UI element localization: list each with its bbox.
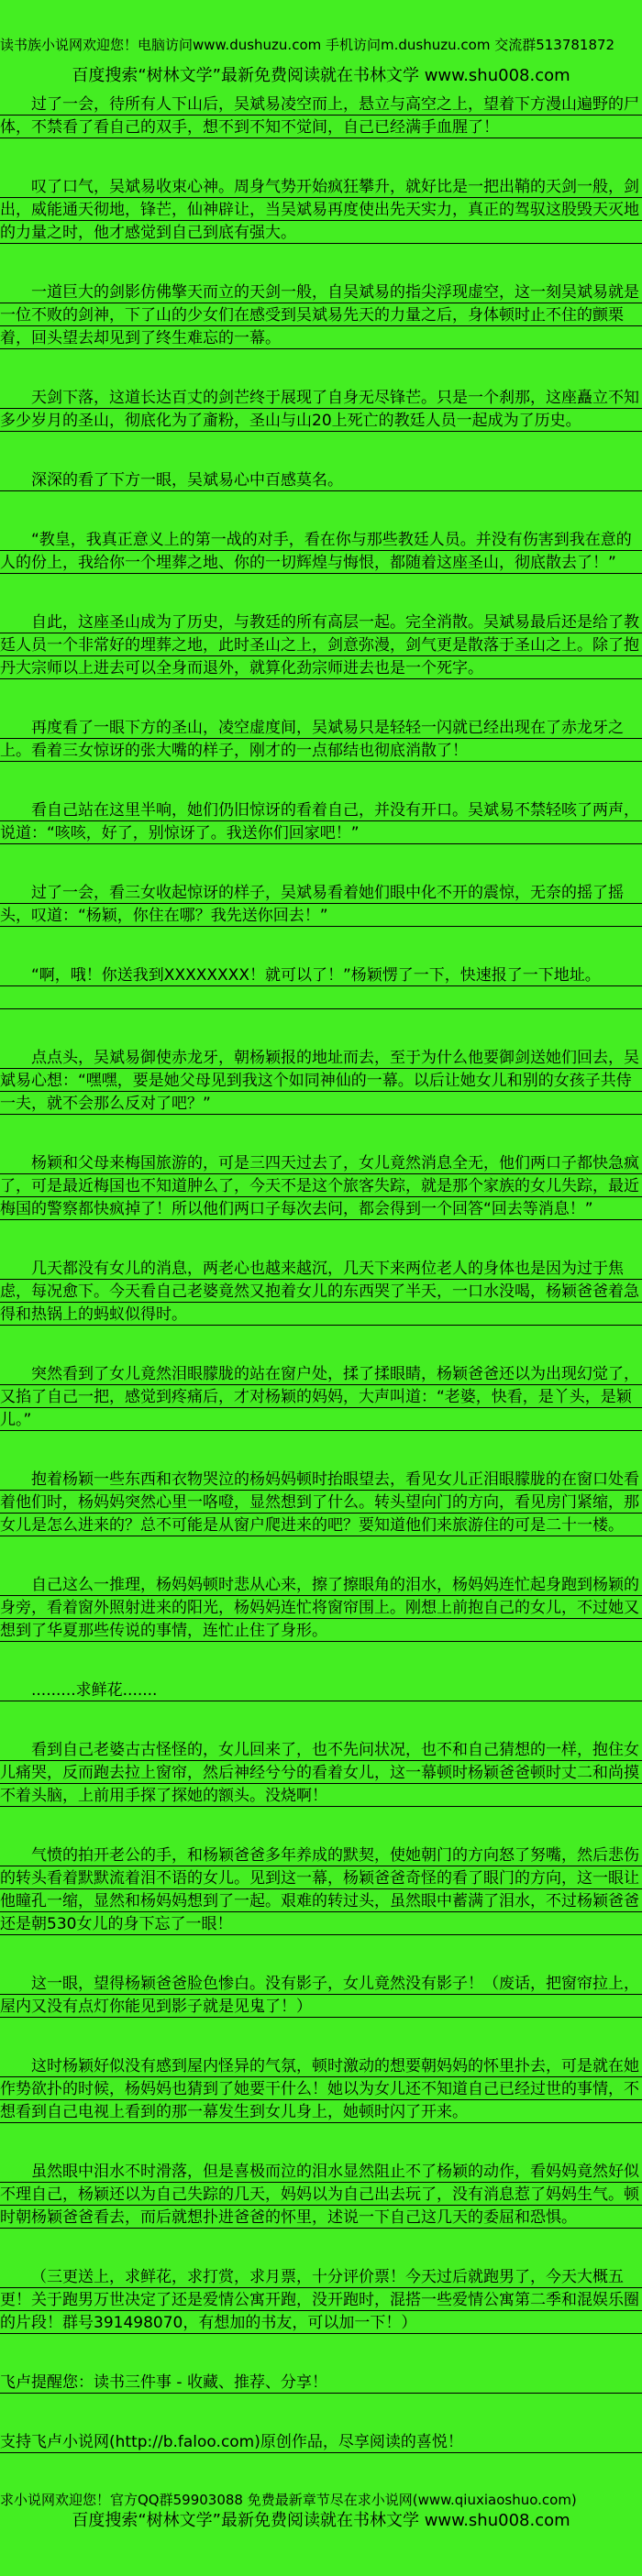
site-welcome-banner-top: 读书族小说网欢迎您！电脑访问www.dushuzu.com 手机访问m.dushuzu.com 交流群513781872 xyxy=(0,37,615,53)
chapter-paragraph: 自己这么一推理，杨妈妈顿时悲从心来，擦了擦眼角的泪水，杨妈妈连忙起身跑到杨颖的身旁，看着窗外照射进来的阳光，杨妈妈连忙将窗帘围上。刚想上前抱自己的女儿，不过她又想到了华夏那些传说的事情，连忙止住了身形。 xyxy=(0,1574,642,1643)
chapter-paragraph: 看到自己老婆古古怪怪的，女儿回来了，也不先问状况，也不和自己猜想的一样，抱住女儿痛哭，反而跑去拉上窗帘，然后神经兮兮的看着女儿，这一幕顿时杨颖爸爸顿时丈二和尚摸不着头脑，上前用手探了探她的额头。没烧啊！ xyxy=(0,1739,642,1808)
chapter-paragraph: 抱着杨颖一些东西和衣物哭泣的杨妈妈顿时抬眼望去，看见女儿正泪眼朦胧的在窗口处看着他们时，杨妈妈突然心里一咯噔，显然想到了什么。转头望向门的方向，看见房门紧缩，那女儿是怎么进来的？总不可能是从窗户爬进来的吧？要知道他们来旅游住的可是二十一楼。 xyxy=(0,1469,642,1537)
baidu-search-banner-bottom: 百度搜索“树林文学”最新免费阅读就在书林文学 www.shu008.com xyxy=(72,2511,570,2530)
chapter-paragraph: “啊，哦！你送我到XXXXXXXX！就可以了！”杨颖愣了一下，快速报了一下地址。 xyxy=(0,964,642,1010)
chapter-paragraph: “教皇，我真正意义上的第一战的对手，看在你与那些教廷人员。并没有伤害到我在意的人的份上，我给你一个埋葬之地、你的一切辉煌与悔恨，都随着这座圣山，彻底散去了！” xyxy=(0,529,642,575)
chapter-paragraph: （三更送上，求鲜花，求打赏，求月票，十分评价票！今天过后就跑男了，今天大概五更！关于跑男万世决定了还是爱情公寓开跑，没开跑时，混搭一些爱情公寓第二季和混娱乐圈的片段！群号391498070，有想加的书友，可以加一下！） xyxy=(0,2266,642,2335)
site-welcome-banner-bottom: 求小说网欢迎您！官方QQ群59903088 免费最新章节尽在求小说网(www.qiuxiaoshuo.com) xyxy=(0,2492,577,2508)
chapter-paragraph: 气愤的拍开老公的手，和杨颖爸爸多年养成的默契，使她朝门的方向怒了努嘴，然后悲伤的转头看着默默流着泪不语的女儿。见到这一幕，杨颖爸爸奇怪的看了眼门的方向，这一眼让他瞳孔一缩，显然和杨妈妈想到了一起。艰难的转过头，虽然眼中蓄满了泪水，不过杨颖爸爸还是朝530女儿的身下忘了一眼！ xyxy=(0,1844,642,1936)
chapter-paragraph: 过了一会，待所有人下山后，吴斌易凌空而上，悬立与高空之上，望着下方漫山遍野的尸体，不禁看了看自己的双手，想不到不知不觉间，自己已经满手血腥了！ xyxy=(0,94,642,139)
chapter-paragraph: 一道巨大的剑影仿佛擎天而立的天剑一般，自吴斌易的指尖浮现虚空，这一刻吴斌易就是一位不败的剑神，下了山的少女们在感受到吴斌易先天的力量之后，身体顿时止不住的颤栗着，回头望去却见到了终生难忘的一幕。 xyxy=(0,281,642,350)
chapter-paragraph: 这一眼，望得杨颖爸爸脸色惨白。没有影子，女儿竟然没有影子！（废话，把窗帘拉上，屋内又没有点灯你能见到影子就是见鬼了！） xyxy=(0,1973,642,2019)
chapter-paragraph: 天剑下落，这道长达百丈的剑芒终于展现了自身无尽锋芒。只是一个刹那，这座矗立不知多少岁月的圣山，彻底化为了齑粉，圣山与山20上死亡的教廷人员一起成为了历史。 xyxy=(0,387,642,433)
chapter-paragraph: 飞卢提醒您：读书三件事 - 收藏、推荐、分享！ xyxy=(0,2372,642,2394)
baidu-search-banner-top: 百度搜索“树林文学”最新免费阅读就在书林文学 www.shu008.com xyxy=(72,66,570,85)
chapter-paragraph: 自此，这座圣山成为了历史，与教廷的所有高层一起。完全消散。吴斌易最后还是给了教廷人员一个非常好的埋葬之地，此时圣山之上，剑意弥漫，剑气更是散落于圣山之上。除了抱丹大宗师以上进去可以全身而退外，就算化劲宗师进去也是一个死字。 xyxy=(0,611,642,680)
chapter-paragraph: 深深的看了下方一眼，吴斌易心中百感莫名。 xyxy=(0,469,642,492)
chapter-paragraph: 点点头，吴斌易御使赤龙牙，朝杨颖报的地址而去，至于为什么他要御剑送她们回去，吴斌易心想：“嘿嘿，要是她父母见到我这个如同神仙的一幕。以后让她女儿和别的女孩子共侍一夫，就不会那么反对了吧？” xyxy=(0,1047,642,1116)
chapter-paragraph: 支持飞卢小说网(http://b.faloo.com)原创作品，尽享阅读的喜悦！ xyxy=(0,2431,642,2454)
chapter-text xyxy=(0,94,642,2454)
chapter-paragraph: 过了一会，看三女收起惊讶的样子，吴斌易看着她们眼中化不开的震惊，无奈的摇了摇头，叹道：“杨颖，你住在哪？我先送你回去！” xyxy=(0,882,642,928)
chapter-paragraph: 几天都没有女儿的消息，两老心也越来越沉，几天下来两位老人的身体也是因为过于焦虑，每况愈下。今天看自己老婆竟然又抱着女儿的东西哭了半天，一口水没喝，杨颖爸爸着急得和热锅上的蚂蚁似得时。 xyxy=(0,1258,642,1327)
chapter-paragraph: 再度看了一眼下方的圣山，凌空虚度间，吴斌易只是轻轻一闪就已经出现在了赤龙牙之上。看着三女惊讶的张大嘴的样子，刚才的一点郁结也彻底消散了！ xyxy=(0,717,642,763)
chapter-paragraph: 叹了口气，吴斌易收束心神。周身气势开始疯狂攀升，就好比是一把出鞘的天剑一般，剑出，威能通天彻地，锋芒，仙神辟让，当吴斌易再度使出先天实力，真正的驾驭这股毁天灭地的力量之时，他才感觉到自己到底有强大。 xyxy=(0,176,642,245)
chapter-paragraph: 虽然眼中泪水不时滑落，但是喜极而泣的泪水显然阻止不了杨颖的动作，看妈妈竟然好似不理自己，杨颖还以为自己失踪的几天，妈妈以为自己出去玩了，没有消息惹了妈妈生气。顿时朝杨颖爸爸看去，而后就想扑进爸爸的怀里，述说一下自己这几天的委屈和恐惧。 xyxy=(0,2161,642,2229)
chapter-paragraph: .........求鲜花....... xyxy=(0,1679,642,1702)
chapter-paragraph: 杨颖和父母来梅国旅游的，可是三四天过去了，女儿竟然消息全无，他们两口子都快急疯了，可是最近梅国也不知道肿么了，今天不是这个旅客失踪，就是那个家族的女儿失踪，最近梅国的警察都快疯掉了！所以他们两口子每次去问，都会得到一个回答“回去等消息！” xyxy=(0,1152,642,1221)
chapter-paragraph: 这时杨颖好似没有感到屋内怪异的气氛，顿时激动的想要朝妈妈的怀里扑去，可是就在她作势欲扑的时候，杨妈妈也猜到了她要干什么！她以为女儿还不知道自己已经过世的事情，不想看到自己电视上看到的那一幕发生到女儿身上，她顿时闪了开来。 xyxy=(0,2055,642,2124)
chapter-paragraph: 突然看到了女儿竟然泪眼朦胧的站在窗户处，揉了揉眼睛，杨颖爸爸还以为出现幻觉了，又掐了自己一把，感觉到疼痛后，才对杨颖的妈妈，大声叫道：“老婆，快看，是丫头，是颖儿。” xyxy=(0,1363,642,1432)
chapter-paragraph: 看自己站在这里半响，她们仍旧惊讶的看着自己，并没有开口。吴斌易不禁轻咳了两声，说道：“咳咳，好了，别惊讶了。我送你们回家吧！” xyxy=(0,799,642,845)
